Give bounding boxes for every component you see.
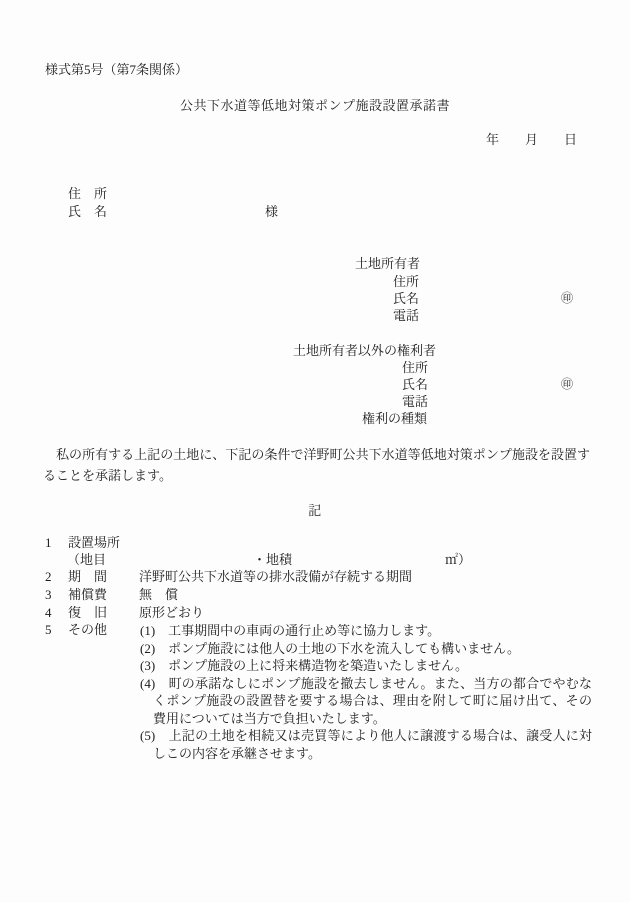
date-line: 年 月 日: [486, 132, 578, 147]
other-condition-item: (5) 上記の土地を相続又は売買等により他人に譲渡する場合は、譲受人に対しこの内容を承継させます。: [140, 728, 592, 761]
land-category-label: （地目: [67, 552, 107, 567]
condition-1-number: 1: [45, 535, 52, 550]
condition-4-value: 原形どおり: [139, 605, 205, 620]
condition-3-value: 無 償: [139, 587, 179, 602]
rights-holder-name-label: 氏名: [402, 377, 429, 392]
landowner-name-label: 氏名: [393, 291, 420, 306]
landowner-heading: 土地所有者: [355, 256, 421, 271]
condition-5-number: 5: [45, 622, 52, 637]
condition-2-label: 期 間: [68, 569, 108, 584]
condition-3-number: 3: [45, 587, 52, 602]
rights-holder-address-label: 住所: [402, 360, 429, 375]
addressee-name-label: 氏 名: [68, 204, 108, 219]
other-condition-item: (2) ポンプ施設には他人の土地の下水を流入しても構いません。: [140, 640, 520, 656]
rights-holder-phone-label: 電話: [402, 394, 429, 409]
other-condition-item: (1) 工事期間中の車両の通行止め等に協力します。: [140, 623, 441, 638]
condition-2-number: 2: [45, 569, 52, 584]
landowner-seal-icon: ㊞: [561, 291, 574, 305]
condition-1-label: 設置場所: [68, 535, 121, 550]
other-conditions-list: [140, 622, 592, 762]
rights-holder-seal-icon: ㊞: [561, 377, 574, 391]
consent-paragraph: 私の所有する上記の土地に、下記の条件で洋野町公共下水道等低地対策ポンプ施設を設置することを承諾します。: [43, 447, 590, 483]
condition-4-number: 4: [45, 605, 52, 620]
landowner-phone-label: 電話: [393, 308, 420, 323]
document-title: 公共下水道等低地対策ポンプ施設設置承諾書: [179, 98, 450, 113]
addressee-honorific: 様: [265, 204, 279, 219]
addressee-address-label: 住 所: [68, 186, 108, 201]
other-condition-item: (4) 町の承諾なしにポンプ施設を撤去しません。また、当方の都合でやむなくポンプ施設の設置替を要する場合は、理由を附して町に届け出て、その費用については当方で負担いたします。: [140, 675, 592, 726]
rights-holder-heading: 土地所有者以外の権利者: [293, 343, 437, 358]
record-heading: 記: [308, 503, 322, 518]
land-area-label: ・地積: [253, 552, 293, 567]
rights-holder-rights-type-label: 権利の種類: [362, 411, 428, 426]
condition-5-label: その他: [68, 622, 108, 637]
condition-4-label: 復 旧: [68, 605, 108, 620]
land-area-unit: ㎡）: [445, 552, 472, 567]
form-number: 様式第5号（第7条関係）: [45, 62, 189, 77]
condition-2-value: 洋野町公共下水道等の排水設備が存続する期間: [139, 569, 413, 584]
condition-3-label: 補償費: [68, 587, 108, 602]
other-condition-item: (3) ポンプ施設の上に将来構造物を築造いたしません。: [140, 658, 468, 673]
landowner-address-label: 住所: [393, 274, 420, 289]
